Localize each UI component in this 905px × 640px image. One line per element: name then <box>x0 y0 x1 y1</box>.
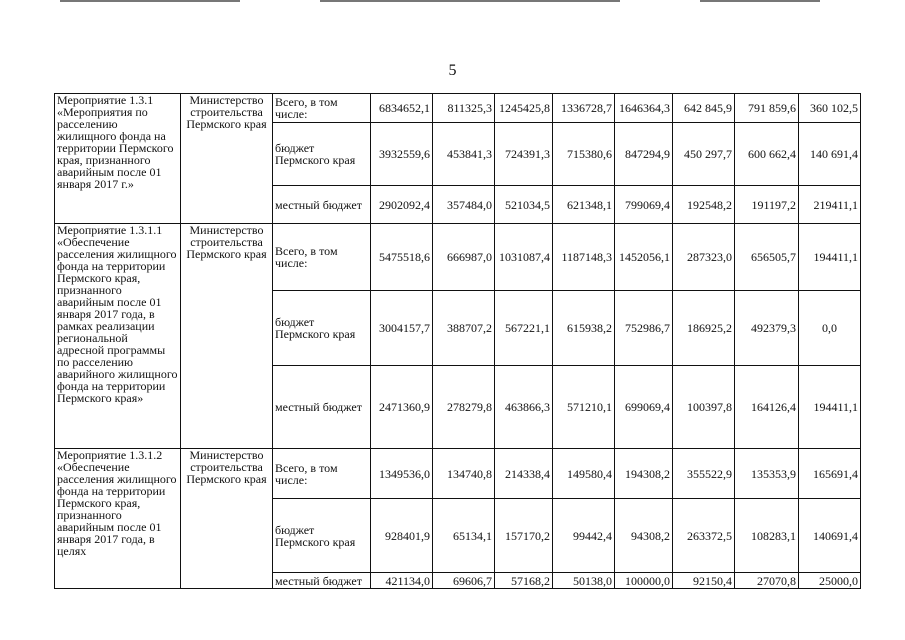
value-cell: 724391,3 <box>495 123 553 186</box>
value-cell: 521034,5 <box>495 186 553 224</box>
value-cell: 847294,9 <box>615 123 673 186</box>
measure-name-cell: Мероприятие 1.3.1 «Мероприятия по расселению жилищного фонда на территории Пермского края, признанного аварийным после 01 января 2017 г.» <box>55 94 181 224</box>
value-cell: 5475518,6 <box>371 224 433 291</box>
value-cell: 1031087,4 <box>495 224 553 291</box>
value-cell: 100397,8 <box>673 366 735 449</box>
source-label-cell: местный бюджет <box>273 186 371 224</box>
value-cell: 463866,3 <box>495 366 553 449</box>
value-cell: 2471360,9 <box>371 366 433 449</box>
value-cell: 27070,8 <box>735 573 799 589</box>
value-cell: 567221,1 <box>495 291 553 366</box>
value-cell: 811325,3 <box>433 94 495 123</box>
value-cell: 140 691,4 <box>799 123 861 186</box>
value-cell: 656505,7 <box>735 224 799 291</box>
executor-cell: Министерство строительства Пермского края <box>181 94 273 224</box>
value-cell: 25000,0 <box>799 573 861 589</box>
value-cell: 69606,7 <box>433 573 495 589</box>
value-cell: 92150,4 <box>673 573 735 589</box>
value-cell: 214338,4 <box>495 449 553 499</box>
executor-cell: Министерство строительства Пермского края <box>181 224 273 449</box>
value-cell: 3004157,7 <box>371 291 433 366</box>
value-cell: 1245425,8 <box>495 94 553 123</box>
value-cell: 57168,2 <box>495 573 553 589</box>
value-cell: 450 297,7 <box>673 123 735 186</box>
measure-name-cell: Мероприятие 1.3.1.2 «Обеспечение расселения жилищного фонда на территории Пермского края, признанного аварийным после 01 января 2017 года, в целях <box>55 449 181 589</box>
value-cell: 165691,4 <box>799 449 861 499</box>
value-cell: 287323,0 <box>673 224 735 291</box>
value-cell: 140691,4 <box>799 499 861 573</box>
value-cell: 357484,0 <box>433 186 495 224</box>
value-cell: 100000,0 <box>615 573 673 589</box>
value-cell: 191197,2 <box>735 186 799 224</box>
value-cell: 164126,4 <box>735 366 799 449</box>
value-cell: 360 102,5 <box>799 94 861 123</box>
value-cell: 278279,8 <box>433 366 495 449</box>
value-cell: 752986,7 <box>615 291 673 366</box>
value-cell: 1187148,3 <box>553 224 615 291</box>
source-label-cell: бюджет Пермского края <box>273 123 371 186</box>
value-cell: 928401,9 <box>371 499 433 573</box>
table-row <box>55 224 861 291</box>
value-cell: 355522,9 <box>673 449 735 499</box>
value-cell: 65134,1 <box>433 499 495 573</box>
value-cell: 799069,4 <box>615 186 673 224</box>
value-cell: 194411,1 <box>799 366 861 449</box>
source-label-cell: Всего, в том числе: <box>273 449 371 499</box>
value-cell: 3932559,6 <box>371 123 433 186</box>
source-label-cell: местный бюджет <box>273 573 371 589</box>
value-cell: 192548,2 <box>673 186 735 224</box>
top-edge-rule <box>700 0 820 2</box>
top-edge-rule <box>320 0 620 2</box>
page-number: 5 <box>448 62 457 79</box>
value-cell: 0,0 <box>799 291 861 366</box>
funding-table <box>54 93 861 589</box>
source-label-cell: Всего, в том числе: <box>273 224 371 291</box>
value-cell: 1349536,0 <box>371 449 433 499</box>
value-cell: 99442,4 <box>553 499 615 573</box>
value-cell: 6834652,1 <box>371 94 433 123</box>
value-cell: 108283,1 <box>735 499 799 573</box>
executor-cell: Министерство строительства Пермского края <box>181 449 273 589</box>
source-label-cell: бюджет Пермского края <box>273 291 371 366</box>
value-cell: 1452056,1 <box>615 224 673 291</box>
value-cell: 699069,4 <box>615 366 673 449</box>
value-cell: 1646364,3 <box>615 94 673 123</box>
value-cell: 571210,1 <box>553 366 615 449</box>
source-label-cell: бюджет Пермского края <box>273 499 371 573</box>
value-cell: 615938,2 <box>553 291 615 366</box>
value-cell: 1336728,7 <box>553 94 615 123</box>
value-cell: 388707,2 <box>433 291 495 366</box>
value-cell: 50138,0 <box>553 573 615 589</box>
value-cell: 600 662,4 <box>735 123 799 186</box>
value-cell: 2902092,4 <box>371 186 433 224</box>
value-cell: 194308,2 <box>615 449 673 499</box>
value-cell: 492379,3 <box>735 291 799 366</box>
value-cell: 421134,0 <box>371 573 433 589</box>
value-cell: 157170,2 <box>495 499 553 573</box>
value-cell: 194411,1 <box>799 224 861 291</box>
value-cell: 134740,8 <box>433 449 495 499</box>
value-cell: 642 845,9 <box>673 94 735 123</box>
value-cell: 219411,1 <box>799 186 861 224</box>
value-cell: 149580,4 <box>553 449 615 499</box>
value-cell: 791 859,6 <box>735 94 799 123</box>
value-cell: 94308,2 <box>615 499 673 573</box>
value-cell: 263372,5 <box>673 499 735 573</box>
value-cell: 666987,0 <box>433 224 495 291</box>
top-edge-rule <box>60 0 240 2</box>
source-label-cell: местный бюджет <box>273 366 371 449</box>
value-cell: 453841,3 <box>433 123 495 186</box>
table-row <box>55 449 861 499</box>
source-label-cell: Всего, в том числе: <box>273 94 371 123</box>
measure-name-cell: Мероприятие 1.3.1.1 «Обеспечение расселения жилищного фонда на территории Пермского края, признанного аварийным после 01 января 2017 года, в рамках реализации региональной адресной программы по расселению аварийного жилищного фонда на территории Пермского края» <box>55 224 181 449</box>
value-cell: 621348,1 <box>553 186 615 224</box>
value-cell: 715380,6 <box>553 123 615 186</box>
table-row <box>55 94 861 123</box>
value-cell: 186925,2 <box>673 291 735 366</box>
value-cell: 135353,9 <box>735 449 799 499</box>
